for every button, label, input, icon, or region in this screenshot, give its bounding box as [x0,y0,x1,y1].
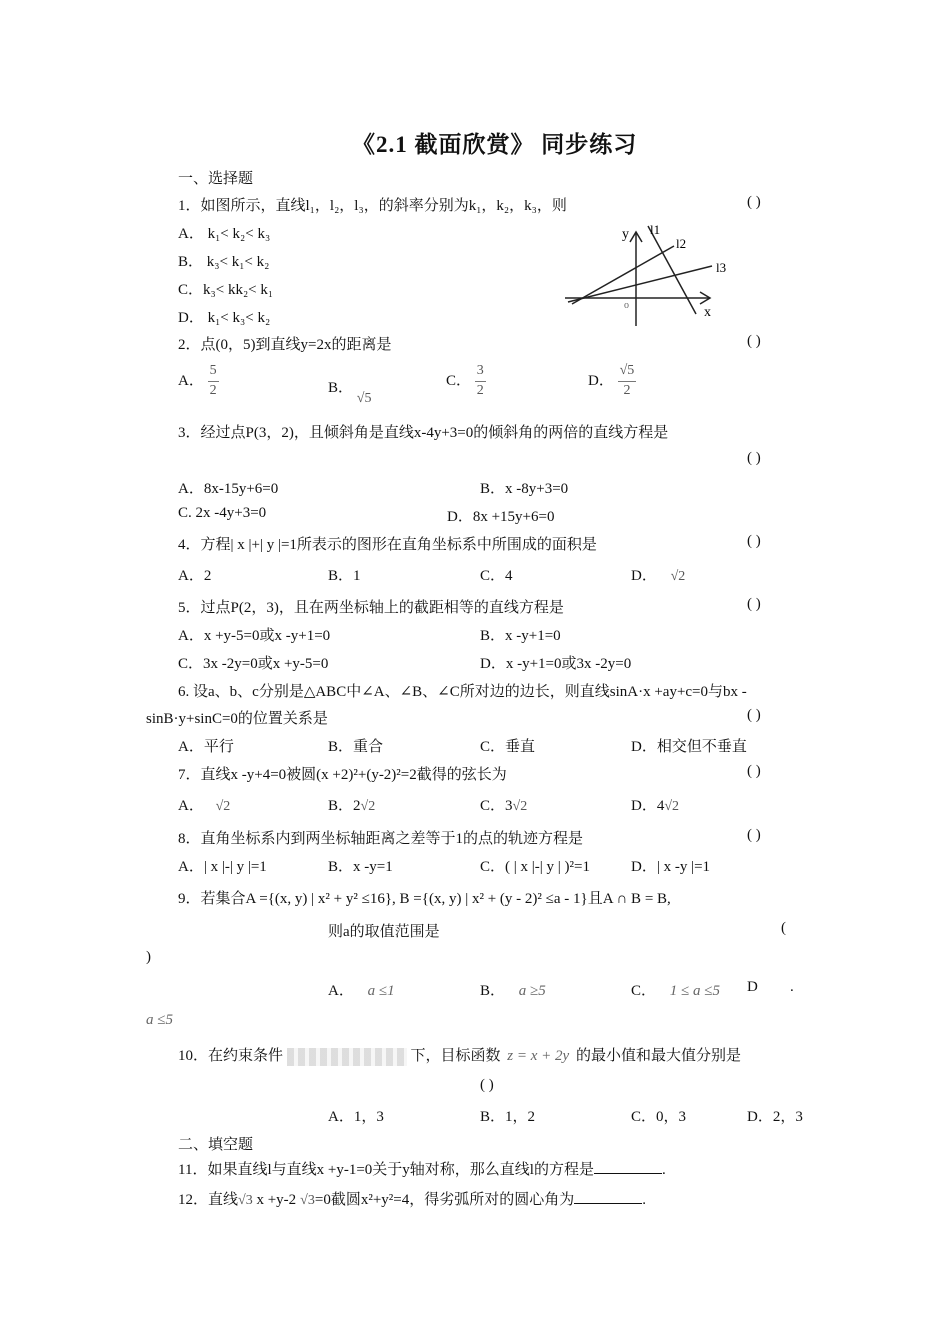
q9-option-c [631,979,720,1000]
fig-l3-label: l3 [716,260,727,275]
q9-option-d-value: a ≤5 [146,1012,173,1028]
q9-a-label: A． [328,983,354,999]
q4-option-d [631,564,685,585]
q10-option-b: B．1，2 [480,1109,536,1125]
q10-stem-mid: 下，目标函数 [410,1048,501,1064]
line-l1 [648,226,696,314]
fig-l1-label: l1 [650,222,661,237]
q5-option-d: D．x -y+1=0或3x -2y=0 [480,656,632,672]
q7-c-label: C．3 [480,798,513,814]
answer-paren-8: ( ) [747,827,761,843]
q12-stem-mid: x +y-2 [256,1192,297,1208]
question-12 [178,1188,646,1209]
q7-a-label: A． [178,798,204,814]
q12-stem-pre: 12．直线 [178,1192,239,1208]
section-heading-fill: 二、填空题 [178,1137,254,1153]
question-1-stem: 1．如图所示，直线l₁，l₂，l₃，的斜率分别为k₁，k₂，k₃，则 [178,198,567,214]
answer-paren-7: ( ) [747,763,761,779]
q5-option-a: A．x +y-5=0或x -y+1=0 [178,628,331,644]
q4-d-value: √2 [670,569,686,584]
fig-l2-label: l2 [676,236,687,251]
q12-end: . [642,1192,646,1208]
q6-option-c: C．垂直 [480,739,536,755]
q9-b-value: a ≥5 [518,983,546,999]
q2-a-label: A． [178,372,204,389]
question-4-stem: 4．方程| x |+| y |=1所表示的图形在直角坐标系中所围成的面积是 [178,537,597,553]
q6-option-a: A．平行 [178,739,234,755]
q4-option-c: C．4 [480,568,513,584]
q2-b-label: B． [328,380,354,396]
q9-a-value: a ≤1 [367,983,395,999]
answer-paren-10: ( ) [480,1077,494,1093]
q10-option-c: C．0，3 [631,1109,687,1125]
lines-figure [560,218,740,328]
q9-option-d-label: D [747,979,758,995]
q9-c-value: 1 ≤ a ≤5 [669,983,720,999]
question-8-stem: 8．直角坐标系内到两坐标轴距离之差等于1的点的轨迹方程是 [178,831,584,847]
q7-option-a [178,794,230,815]
answer-paren-4: ( ) [747,533,761,549]
q7-d-value: √2 [664,799,680,814]
q7-option-d [631,794,679,815]
answer-paren-3: ( ) [747,450,761,466]
answer-paren-9-open: ( [781,920,786,936]
q12-answer-blank[interactable] [574,1189,642,1204]
q12-sqrt-1: √3 [238,1193,253,1208]
q4-d-label: D． [631,568,657,584]
q4-option-a: A．2 [178,568,212,584]
line-l3 [568,266,712,302]
q2-option-c [446,362,486,401]
q12-stem-post: =0截圆x²+y²=4，得劣弧所对的圆心角为 [314,1192,575,1208]
q2-a-fraction: $\frac{5}{2}$ [209,363,217,398]
q9-option-a [328,979,395,1000]
constraint-image [287,1048,407,1066]
q1-option-b: B． k₃< k₁< k₂ [178,254,270,270]
question-10-stem [178,1044,741,1066]
q4-option-b: B．1 [328,568,361,584]
q8-option-b: B．x -y=1 [328,859,393,875]
q9-b-label: B． [480,983,506,999]
question-5-stem: 5．过点P(2，3)，且在两坐标轴上的截距相等的直线方程是 [178,600,564,616]
q5-option-b: B．x -y+1=0 [480,628,561,644]
question-6-line-2: sinB·y+sinC=0的位置关系是 [146,711,328,727]
q10-stem-post: 的最小值和最大值分别是 [575,1048,741,1064]
question-9-line-2: 则a的取值范围是 [328,924,440,940]
q9-c-label: C． [631,983,657,999]
q7-b-value: √2 [360,799,376,814]
q7-c-value: √2 [512,799,528,814]
q7-b-label: B．2 [328,798,361,814]
q2-option-a [178,362,219,401]
q2-c-label: C． [446,372,472,389]
q6-option-d: D．相交但不垂直 [631,739,747,755]
q7-option-c [480,794,527,815]
q3-option-a: A．8x-15y+6=0 [178,481,279,497]
q1-option-d: D． k₁< k₃< k₂ [178,310,271,326]
q7-d-label: D．4 [631,798,665,814]
question-11 [178,1158,666,1179]
fig-x-label: x [704,305,711,320]
q7-option-b [328,794,375,815]
q9-option-b [480,979,546,1000]
q3-option-c: C. 2x -4y+3=0 [178,505,267,521]
question-7-stem: 7．直线x -y+4=0被圆(x +2)²+(y-2)²=2截得的弦长为 [178,767,507,783]
question-9-stem: 9．若集合A ={(x, y) | x² + y² ≤16}, B ={(x, y) | x² + (y - 2)² ≤a - 1}且A ∩ B = B, [178,891,671,907]
answer-paren-1: ( ) [747,194,761,210]
q2-b-value: √5 [356,391,372,406]
q1-option-c: C．k₃< kk₂< k₁ [178,282,274,298]
answer-paren-6: ( ) [747,707,761,723]
question-2-stem: 2．点(0，5)到直线y=2x的距离是 [178,337,392,353]
q2-d-fraction: $\frac{√5}{2}$ [619,363,635,398]
q8-option-c: C．( | x |-| y | )²=1 [480,859,590,875]
fig-y-label: y [622,227,629,242]
q6-option-b: B．重合 [328,739,384,755]
question-6-line-1: 6. 设a、b、c分别是△ABC中∠A、∠B、∠C所对边的边长，则直线sinA·x +ay+c=0与bx - [178,684,747,700]
q7-a-value: √2 [215,799,231,814]
answer-paren-5: ( ) [747,596,761,612]
q2-option-d [588,362,636,401]
section-heading-choice: 一、选择题 [178,171,254,187]
q11-stem: 11．如果直线l与直线x +y-1=0关于y轴对称，那么直线l的方程是 [178,1162,594,1178]
q11-end: . [661,1162,666,1178]
q2-d-label: D． [588,372,614,389]
question-3-stem: 3．经过点P(3，2)，且倾斜角是直线x-4y+3=0的倾斜角的两倍的直线方程是 [178,425,669,441]
line-l2 [572,246,674,304]
q9-option-d-dot: . [790,979,794,995]
q10-stem-pre: 10．在约束条件 [178,1048,284,1064]
q3-option-b: B．x -8y+3=0 [480,481,569,497]
page-title: 《2.1 截面欣赏》 同步练习 [352,132,638,157]
q1-option-a: A． k₁< k₂< k₃ [178,226,271,242]
q2-option-b [328,376,372,406]
q10-option-d: D．2，3 [747,1109,803,1125]
q3-option-d: D．8x +15y+6=0 [447,509,555,525]
q10-option-a: A．1，3 [328,1109,384,1125]
answer-paren-2: ( ) [747,333,761,349]
answer-paren-9-close: ) [146,949,151,965]
q12-sqrt-2: √3 [300,1193,315,1208]
q11-answer-blank[interactable] [594,1159,662,1174]
q8-option-a: A．| x |-| y |=1 [178,859,267,875]
q5-option-c: C．3x -2y=0或x +y-5=0 [178,656,329,672]
q8-option-d: D．| x -y |=1 [631,859,711,875]
fig-origin-label: o [624,300,629,311]
q10-objective: z = x + 2y [507,1048,570,1064]
q2-c-fraction: $\frac{3}{2}$ [476,363,484,398]
